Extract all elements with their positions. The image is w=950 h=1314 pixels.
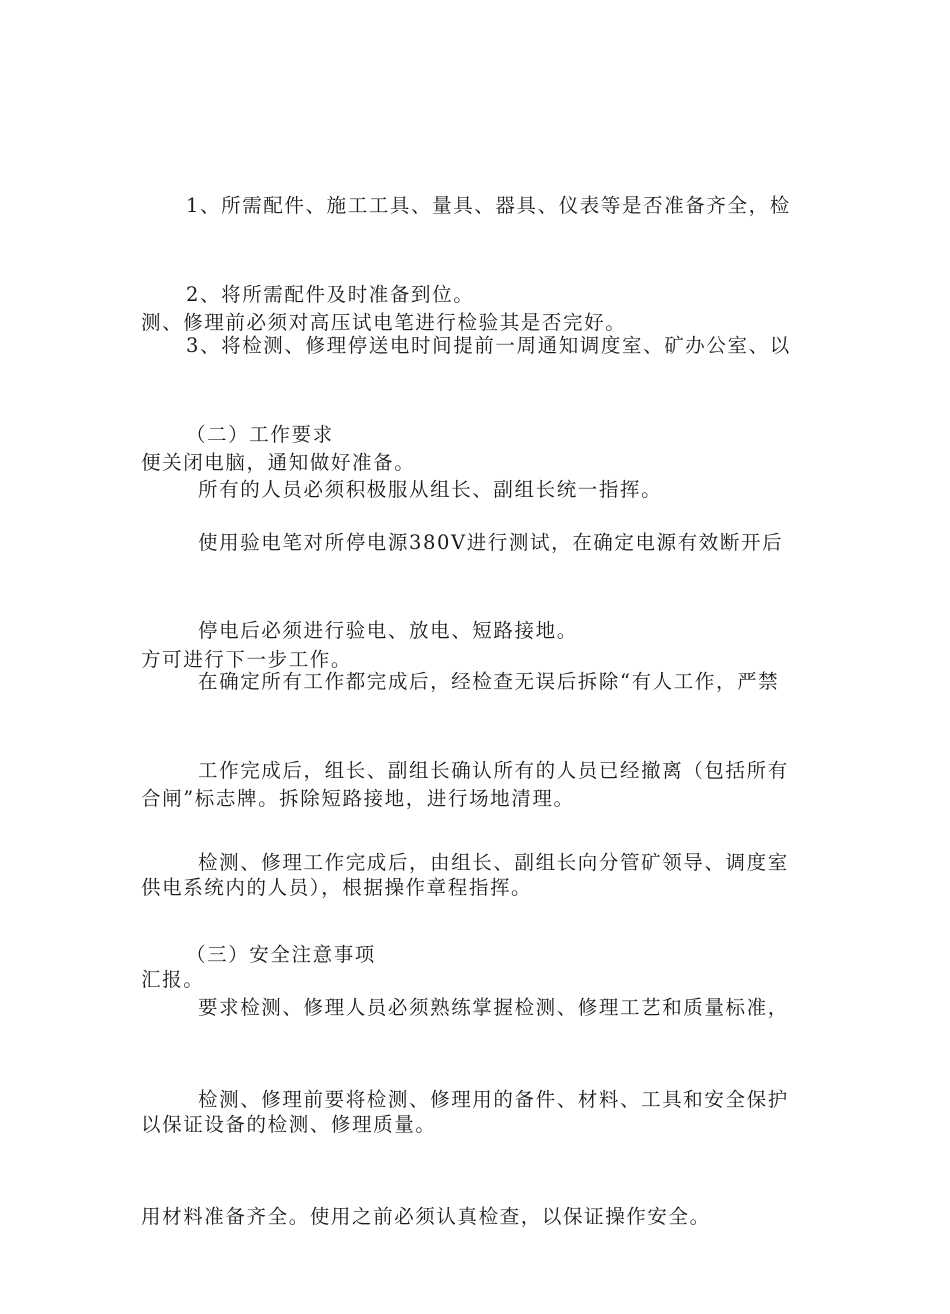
text-line: 合闸”标志牌。拆除短路接地，进行场地清理。	[141, 787, 575, 810]
text-line: 汇报。	[141, 968, 205, 991]
text-line: 用材料准备齐全。使用之前必须认真检查，以保证操作安全。	[141, 1205, 711, 1228]
text-line: 在确定所有工作都完成后，经检查无误后拆除“有人工作，严禁	[198, 670, 780, 693]
text-line: 工作完成后，组长、副组长确认所有的人员已经撤离（包括所有	[198, 759, 789, 782]
text-line: 测、修理前必须对高压试电笔进行检验其是否完好。	[141, 311, 627, 334]
text-line: 停电后必须进行验电、放电、短路接地。	[198, 619, 578, 642]
text-line: 检测、修理工作完成后，由组长、副组长向分管矿领导、调度室	[198, 851, 789, 874]
text-line: 以保证设备的检测、修理质量。	[141, 1113, 437, 1136]
text-line: （二）工作要求	[186, 423, 334, 446]
text-line: 使用验电笔对所停电源380V进行测试，在确定电源有效断开后	[198, 531, 784, 554]
text-line: 便关闭电脑，通知做好准备。	[141, 451, 416, 474]
paragraph-materials	[141, 1002, 806, 1314]
text-line: 2、将所需配件及时准备到位。	[186, 283, 475, 306]
text-line: 3、将检测、修理停送电时间提前一周通知调度室、矿办公室、以	[186, 334, 791, 357]
text-line: 检测、修理前要将检测、修理用的备件、材料、工具和安全保护	[198, 1088, 789, 1111]
text-line: 要求检测、修理人员必须熟练掌握检测、修理工艺和质量标准，	[198, 996, 789, 1019]
text-line: 方可进行下一步工作。	[141, 648, 353, 671]
text-line: （三）安全注意事项	[186, 943, 376, 966]
text-line: 供电系统内的人员），根据操作章程指挥。	[141, 876, 533, 899]
text-line: 所有的人员必须积极服从组长、副组长统一指挥。	[198, 478, 663, 501]
text-line: 1、所需配件、施工工具、量具、器具、仪表等是否准备齐全，检	[186, 194, 791, 217]
